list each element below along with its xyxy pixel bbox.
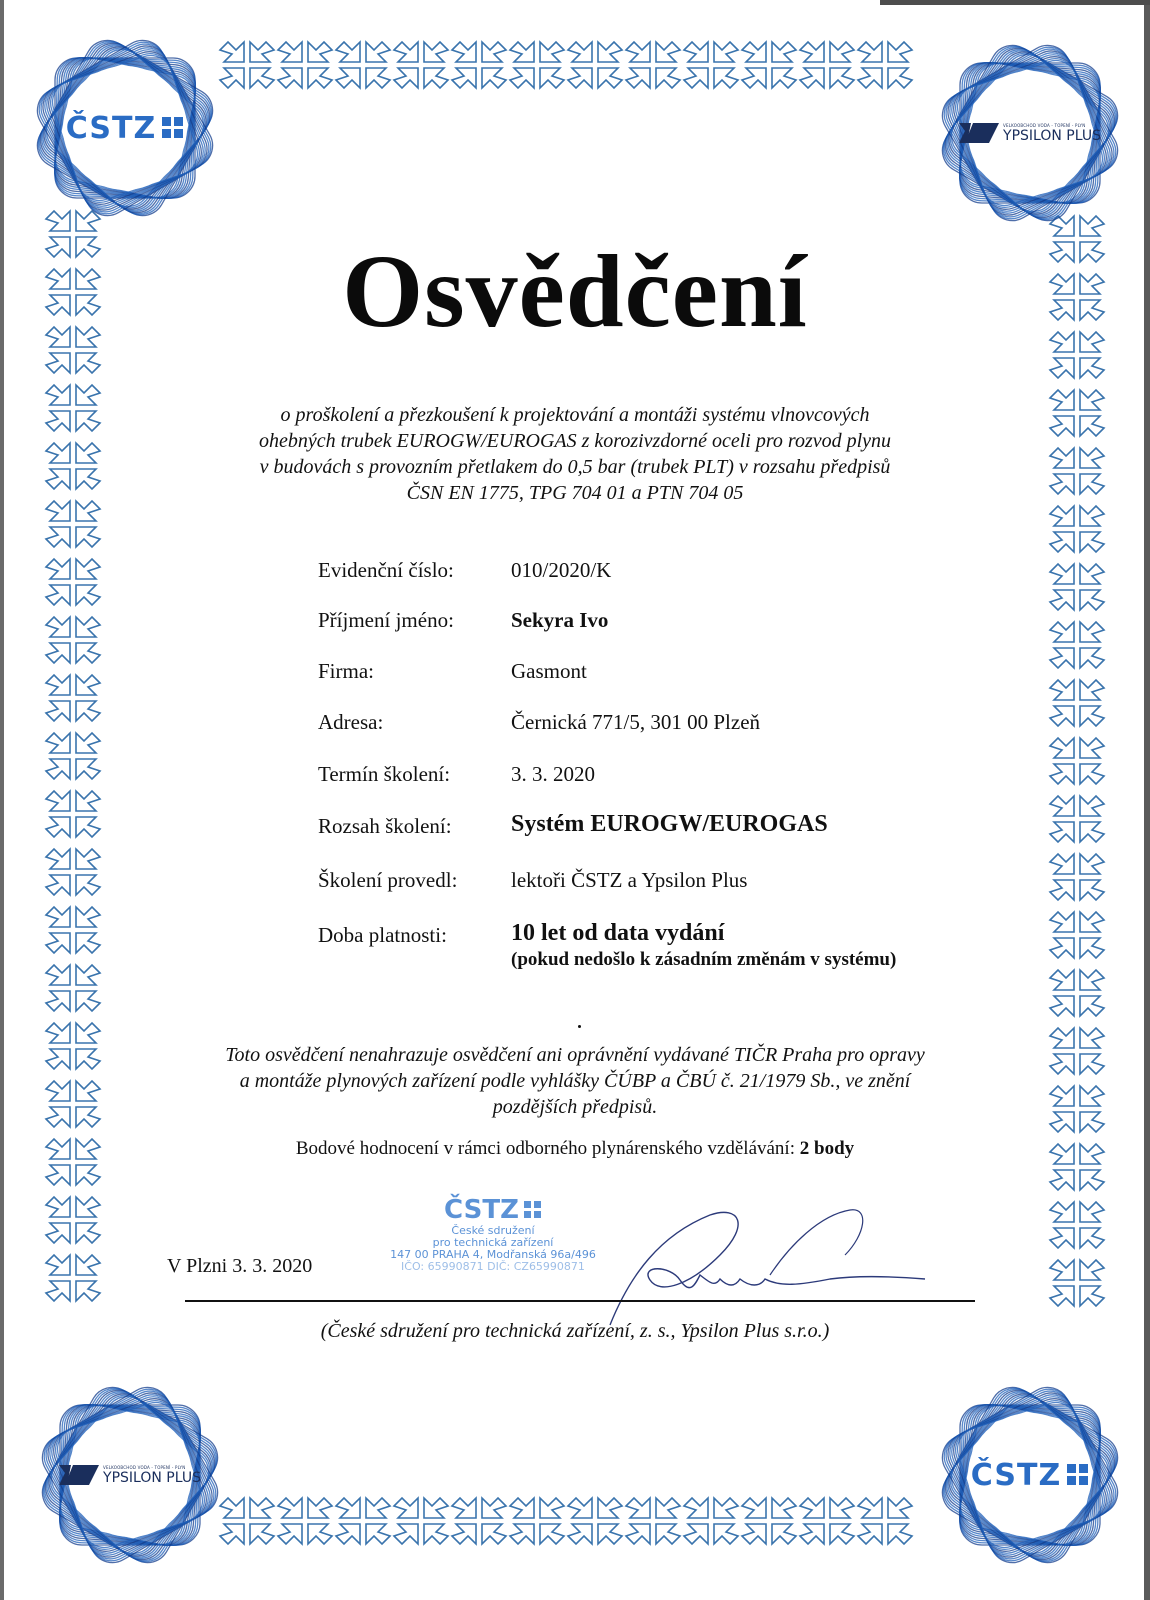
field-note: (pokud nedošlo k zásadním změnám v systému)	[511, 949, 897, 970]
field-label: Firma:	[318, 659, 374, 683]
border-tile	[1050, 738, 1104, 784]
cstz-logo	[66, 111, 184, 146]
field-value: Gasmont	[511, 659, 587, 683]
border-tile	[46, 385, 100, 431]
subtitle-line: ČSN EN 1775, TPG 704 01 a PTN 704 05	[406, 482, 744, 504]
border-tile	[1050, 970, 1104, 1016]
cstz-emblem-top-left	[25, 28, 225, 228]
field-label: Termín školení:	[318, 762, 451, 786]
place-and-date: V Plzni 3. 3. 2020	[167, 1255, 313, 1277]
field-value: Systém EUROGW/EUROGAS	[511, 811, 828, 837]
border-tile	[394, 1498, 448, 1544]
border-tile	[452, 1498, 506, 1544]
border-tile	[1050, 912, 1104, 958]
border-tile	[510, 42, 564, 88]
field-label: Příjmení jméno:	[318, 608, 454, 632]
handwritten-signature	[600, 1195, 940, 1335]
border-tile	[46, 965, 100, 1011]
border-tile	[278, 42, 332, 88]
border-tile	[626, 42, 680, 88]
border-tile	[1050, 1028, 1104, 1074]
ypsilon-emblem-bottom-left	[30, 1375, 230, 1575]
scan-edge	[880, 0, 1150, 5]
border-tile	[684, 1498, 738, 1544]
border-tile	[1050, 796, 1104, 842]
border-pattern-bottom	[218, 1492, 914, 1550]
notice-line: Toto osvědčení nenahrazuje osvědčení ani oprávnění vydávané TIČR Praha pro opravy	[225, 1044, 925, 1066]
border-tile	[46, 501, 100, 547]
border-tile	[858, 1498, 912, 1544]
cstz-mark-icon	[162, 117, 184, 139]
field-value: Černická 771/5, 301 00 Plzeň	[511, 710, 761, 734]
subtitle-line: v budovách s provozním přetlakem do 0,5 bar (trubek PLT) v rozsahu předpisů	[259, 456, 891, 478]
border-pattern-left	[44, 205, 102, 1347]
cstz-logo-text: ČSTZ	[970, 1457, 1062, 1493]
border-tile	[336, 42, 390, 88]
border-tile	[1050, 1202, 1104, 1248]
ypsilon-mark-icon	[59, 1465, 99, 1485]
border-tile	[1050, 448, 1104, 494]
border-tile	[1050, 1086, 1104, 1132]
border-pattern-top	[218, 36, 914, 94]
subtitle-line: ohebných trubek EUROGW/EUROGAS z korozivzdorné oceli pro rozvod plynu	[258, 430, 892, 452]
border-tile	[858, 42, 912, 88]
subtitle-line: o proškolení a přezkoušení k projektování a montáži systému vlnovcových	[280, 404, 870, 426]
field-label: Rozsah školení:	[318, 814, 452, 838]
border-tile	[800, 1498, 854, 1544]
border-tile	[1050, 390, 1104, 436]
border-tile	[452, 42, 506, 88]
border-tile	[742, 42, 796, 88]
field-label: Doba platnosti:	[318, 923, 447, 947]
certificate-subtitle	[170, 402, 980, 506]
border-tile	[46, 443, 100, 489]
education-points	[0, 1138, 1150, 1160]
border-tile	[46, 1197, 100, 1243]
stamp-line: České sdružení	[451, 1224, 535, 1237]
certificate-notice	[150, 1042, 1000, 1120]
stamp-line: 147 00 PRAHA 4, Modřanská 96a/496	[390, 1248, 596, 1261]
border-tile	[742, 1498, 796, 1544]
cstz-emblem-bottom-right	[930, 1375, 1130, 1575]
border-tile	[46, 849, 100, 895]
border-tile	[800, 42, 854, 88]
issuers: (České sdružení pro technická zařízení, z. s., Ypsilon Plus s.r.o.)	[320, 1320, 830, 1342]
ypsilon-logo	[959, 123, 1101, 144]
stamp-line: IČO: 65990871 DIČ: CZ65990871	[401, 1260, 585, 1273]
cstz-logo-text: ČSTZ	[65, 110, 157, 146]
border-tile	[46, 733, 100, 779]
points-label: Bodové hodnocení v rámci odborného plynárenského vzdělávání:	[295, 1138, 800, 1159]
ypsilon-tagline: VELKOOBCHOD VODA - TOPENÍ - PLYN	[1003, 122, 1086, 128]
field-value: lektoři ČSTZ a Ypsilon Plus	[511, 868, 748, 892]
border-tile	[568, 42, 622, 88]
border-tile	[46, 1081, 100, 1127]
border-tile	[1050, 680, 1104, 726]
stamp-line: pro technická zařízení	[432, 1236, 554, 1249]
cstz-mark-icon	[524, 1201, 542, 1219]
border-tile	[1050, 1260, 1104, 1306]
border-tile	[46, 1255, 100, 1301]
field-value: Sekyra Ivo	[511, 608, 609, 632]
notice-line: pozdějších předpisů.	[492, 1096, 658, 1118]
border-tile	[1050, 854, 1104, 900]
border-tile	[46, 675, 100, 721]
border-tile	[220, 42, 274, 88]
border-tile	[336, 1498, 390, 1544]
ypsilon-tagline: VELKOOBCHOD VODA - TOPENÍ - PLYN	[103, 1464, 186, 1470]
border-tile	[1050, 622, 1104, 668]
border-pattern-right	[1048, 210, 1106, 1350]
border-tile	[46, 907, 100, 953]
cstz-mark-icon	[1067, 1464, 1089, 1486]
field-value: 010/2020/K	[511, 558, 612, 582]
border-tile	[684, 42, 738, 88]
border-tile	[394, 42, 448, 88]
field-label: Evidenční číslo:	[318, 558, 454, 582]
field-label: Adresa:	[318, 710, 384, 734]
field-value: 3. 3. 2020	[511, 762, 595, 786]
border-tile	[46, 791, 100, 837]
border-tile	[626, 1498, 680, 1544]
ypsilon-name: YPSILON PLUS	[1003, 127, 1101, 144]
official-stamp	[378, 1195, 608, 1273]
border-tile	[46, 1023, 100, 1069]
border-tile	[510, 1498, 564, 1544]
signature-line	[185, 1300, 975, 1302]
border-tile	[278, 1498, 332, 1544]
border-tile	[568, 1498, 622, 1544]
cstz-logo	[971, 1458, 1089, 1493]
stray-dot	[578, 1025, 581, 1028]
notice-line: a montáže plynových zařízení podle vyhlášky ČÚBP a ČBÚ č. 21/1979 Sb., ve znění	[239, 1070, 911, 1092]
stamp-logo-text: ČSTZ	[444, 1195, 519, 1225]
ypsilon-mark-icon	[959, 123, 999, 143]
ypsilon-emblem-top-right	[930, 33, 1130, 233]
points-value: 2 body	[799, 1138, 855, 1159]
border-tile	[46, 617, 100, 663]
border-tile	[46, 559, 100, 605]
stamp-logo	[378, 1195, 608, 1225]
border-tile	[1050, 564, 1104, 610]
border-tile	[1050, 506, 1104, 552]
ypsilon-logo	[59, 1465, 201, 1486]
field-label: Školení provedl:	[318, 868, 458, 892]
ypsilon-name: YPSILON PLUS	[103, 1469, 201, 1486]
certificate-title: Osvědčení	[342, 234, 808, 349]
field-value: 10 let od data vydání	[511, 920, 725, 946]
